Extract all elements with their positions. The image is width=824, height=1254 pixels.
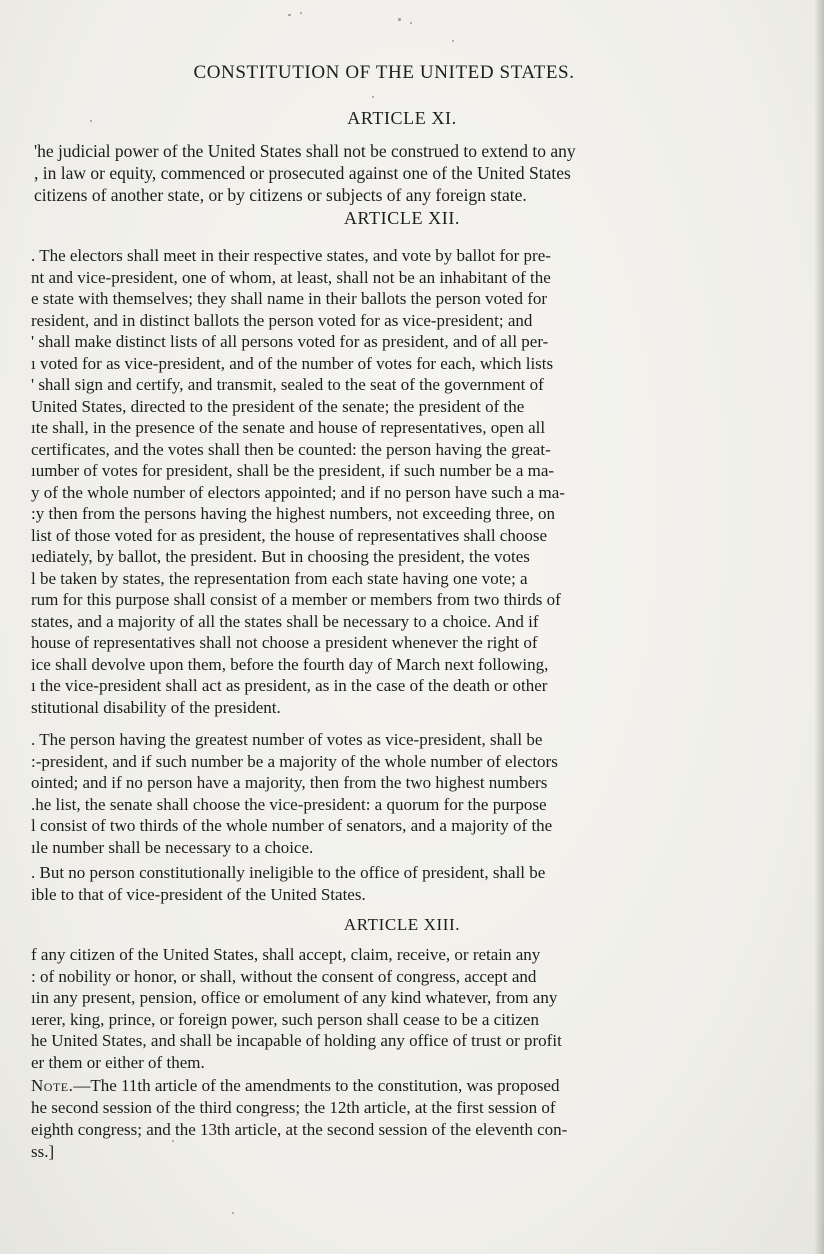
text-line: f any citizen of the United States, shall accept, claim, receive, or retain any bbox=[31, 945, 541, 964]
text-line: eighth congress; and the 13th article, at the second session of the eleventh con- bbox=[31, 1120, 568, 1139]
text-line: ıumber of votes for president, shall be the president, if such number be a ma- bbox=[31, 461, 555, 480]
text-line: , in law or equity, commenced or prosecuted against one of the United States bbox=[34, 163, 571, 183]
text-line: ı voted for as vice-president, and of the number of votes for each, which lists bbox=[31, 353, 554, 373]
text-line: y of the whole number of electors appointed; and if no person have such a ma- bbox=[31, 482, 565, 502]
text-line: citizens of another state, or by citizens or subjects of any foreign state. bbox=[34, 185, 527, 205]
text-line: list of those voted for as president, the house of representatives shall choose bbox=[31, 525, 548, 545]
article-11-heading: ARTICLE XI. bbox=[347, 108, 457, 128]
text-line: ıerer, king, prince, or foreign power, such person shall cease to be a citizen bbox=[31, 1009, 539, 1029]
text-line: states, and a majority of all the states shall be necessary to a choice. And if bbox=[31, 611, 539, 631]
text-line: stitutional disability of the president. bbox=[31, 697, 281, 717]
text-line: United States, directed to the president of the senate; the president of the bbox=[31, 396, 525, 416]
text-line: ıte shall, in the presence of the senate and house of representatives, open all bbox=[31, 418, 546, 437]
text-line: ible to that of vice-president of the United States. bbox=[31, 884, 366, 904]
text-line: e state with themselves; they shall name in their ballots the person voted for bbox=[31, 289, 548, 308]
text-line: l be taken by states, the representation from each state having one vote; a bbox=[31, 568, 528, 588]
scan-speck bbox=[372, 96, 374, 98]
document-title: CONSTITUTION OF THE UNITED STATES. bbox=[193, 62, 575, 83]
text-line: er them or either of them. bbox=[31, 1052, 205, 1072]
text-line: . The electors shall meet in their respective states, and vote by ballot for pre- bbox=[31, 246, 551, 265]
text-line: ointed; and if no person have a majority, then from the two highest numbers bbox=[31, 773, 548, 792]
text-line: ice shall devolve upon them, before the fourth day of March next following, bbox=[31, 654, 549, 674]
text-line: ' shall make distinct lists of all persons voted for as president, and of all per- bbox=[31, 332, 549, 351]
text-line: ıin any present, pension, office or emolument of any kind whatever, from any bbox=[31, 988, 558, 1007]
text-line: nt and vice-president, one of whom, at least, shall not be an inhabitant of the bbox=[31, 267, 551, 287]
scan-speck bbox=[410, 22, 412, 24]
amendments-note bbox=[31, 1075, 791, 1163]
text-line: :y then from the persons having the highest numbers, not exceeding three, on bbox=[31, 504, 556, 523]
text-line: rum for this purpose shall consist of a member or members from two thirds of bbox=[31, 590, 561, 609]
page-edge-shadow bbox=[814, 0, 824, 1254]
article-13-text bbox=[31, 944, 791, 1073]
text-line: . The person having the greatest number of votes as vice-president, shall be bbox=[31, 730, 543, 749]
article-12-section-2 bbox=[31, 729, 791, 858]
text-line: ı the vice-president shall act as president, as in the case of the death or other bbox=[31, 676, 548, 695]
text-line: certificates, and the votes shall then be counted: the person having the great- bbox=[31, 439, 551, 459]
article-11-text bbox=[34, 140, 794, 206]
article-13-heading: ARTICLE XIII. bbox=[343, 915, 461, 934]
scan-speck bbox=[232, 1212, 234, 1214]
scan-speck bbox=[300, 12, 302, 14]
text-line: l consist of two thirds of the whole number of senators, and a majority of the bbox=[31, 816, 553, 835]
text-line: : of nobility or honor, or shall, without the consent of congress, accept and bbox=[31, 966, 537, 986]
text-line: 'he judicial power of the United States shall not be construed to extend to any bbox=[34, 141, 576, 161]
text-line: ss.] bbox=[31, 1142, 55, 1161]
text-line: resident, and in distinct ballots the person voted for as vice-president; and bbox=[31, 310, 533, 330]
text-line: he second session of the third congress; the 12th article, at the first session of bbox=[31, 1098, 556, 1117]
text-line: :-president, and if such number be a majority of the whole number of electors bbox=[31, 751, 558, 771]
text-line: ıle number shall be necessary to a choice. bbox=[31, 837, 314, 857]
article-12-section-3 bbox=[31, 862, 791, 905]
text-line bbox=[31, 1075, 791, 1097]
text-line: ıediately, by ballot, the president. But in choosing the president, the votes bbox=[31, 547, 530, 566]
text-line: house of representatives shall not choose a president whenever the right of bbox=[31, 633, 538, 652]
article-12-heading: ARTICLE XII. bbox=[343, 208, 461, 228]
text-line: . But no person constitutionally ineligible to the office of president, shall be bbox=[31, 863, 546, 882]
text-line: ' shall sign and certify, and transmit, sealed to the seat of the government of bbox=[31, 375, 544, 394]
scan-speck bbox=[288, 14, 291, 16]
text-line: he United States, and shall be incapable of holding any office of trust or profit bbox=[31, 1031, 562, 1050]
text-line: .he list, the senate shall choose the vice-president: a quorum for the purpose bbox=[31, 794, 547, 814]
scan-speck bbox=[452, 40, 454, 42]
scan-speck bbox=[398, 18, 401, 21]
note-text: —The 11th article of the amendments to the constitution, was proposed bbox=[73, 1076, 560, 1095]
article-12-section-1 bbox=[31, 245, 791, 718]
note-label: Note. bbox=[31, 1076, 74, 1095]
